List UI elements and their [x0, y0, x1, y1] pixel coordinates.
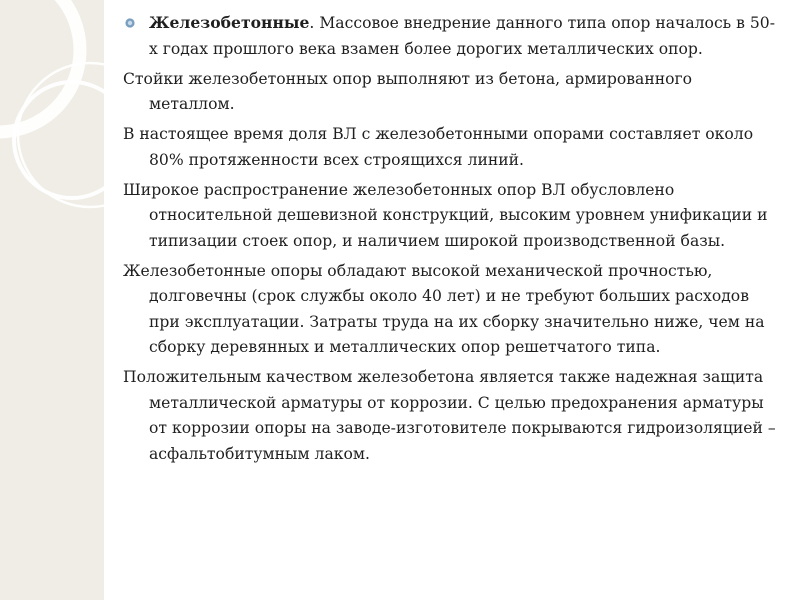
slide-text [123, 10, 778, 472]
paragraph-6: Положительным качеством железобетона является также надежная защита металлической арматуры от коррозии. С целью предохранения арматуры от коррозии опоры на заводе-изготовителе покрываются гидроизоляцией – асфальтобитумным лаком. [123, 368, 776, 463]
paragraph-1-bold-term: Железобетонные [149, 13, 310, 32]
paragraph-1-text: . Массовое внедрение данного типа опор началось в 50-х годах прошлого века взамен более дорогих металлических опор. [149, 14, 775, 58]
paragraph-4: Широкое распространение железобетонных опор ВЛ обусловлено относительной дешевизной конструкций, высоким уровнем унификации и типизации стоек опор, и наличием широкой производственной базы. [123, 180, 768, 250]
paragraph-1 [123, 10, 778, 62]
decorative-circles-graphic [0, 0, 104, 600]
paragraph-5: Железобетонные опоры обладают высокой механической прочностью, долговечны (срок службы около 40 лет) и не требуют больших расходов при эксплуатации. Затраты труда на их сборку значительно ниже, чем на сборку деревянных и металлических опор решетчатого типа. [123, 261, 765, 356]
decorative-circles [0, 0, 104, 600]
paragraph-3: В настоящее время доля ВЛ с железобетонными опорами составляет около 80% протяженности всех строящихся линий. [123, 125, 754, 169]
paragraph-2: Стойки железобетонных опор выполняют из бетона, армированного металлом. [123, 69, 693, 113]
bullet-icon [125, 18, 135, 28]
